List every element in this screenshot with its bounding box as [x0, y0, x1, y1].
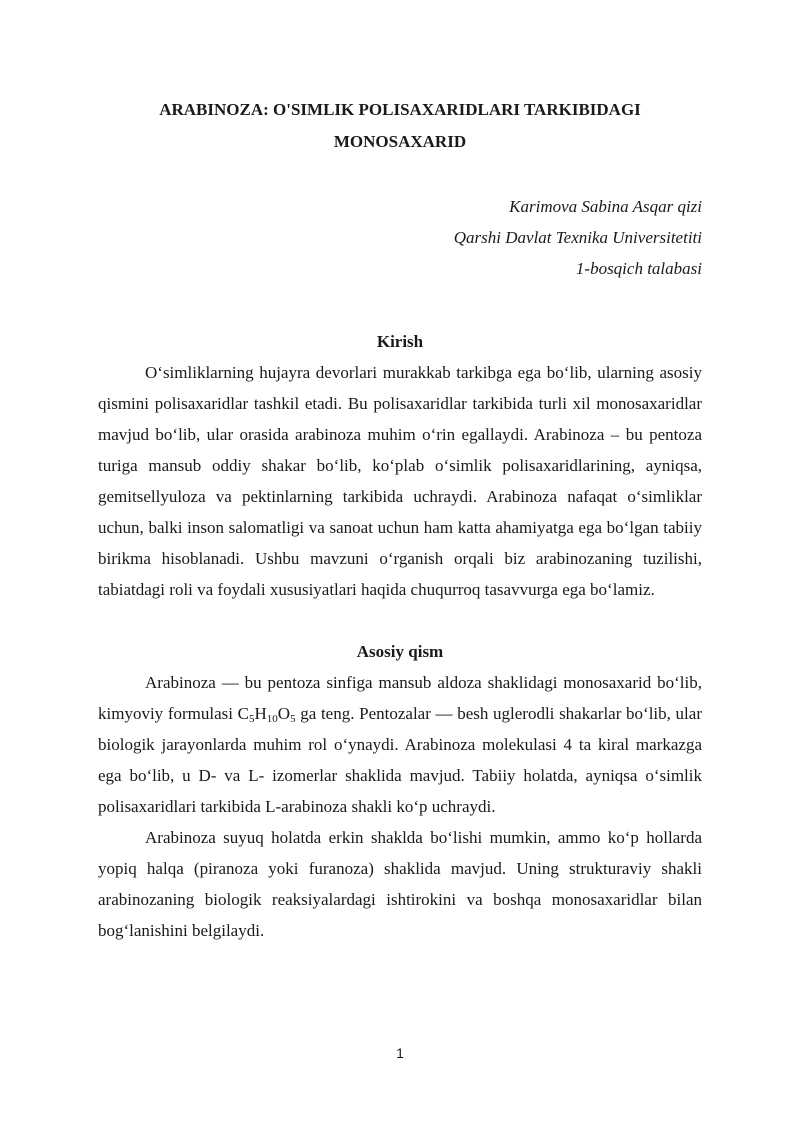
main-paragraph-1-end: ga teng. Pentozalar — besh uglerodli shakarlar bo‘lib, ular biologik jarayonlarda muhim rol o‘ynaydi. Arabinoza molekulasi 4 ta kiral markazga ega bo‘lib, u D- va L- izomerlar shaklida mavjud. Tabiiy holatda, ayniqsa o‘simlik polisaxaridlari tarkibida L-arabinoza shakli ko‘p uchraydi.	[98, 704, 702, 816]
main-paragraph-1-start: Arabinoza — bu pentoza sinfiga mansub aldoza shaklidagi monosaxarid bo‘lib, kimyoviy formulasi	[98, 673, 702, 723]
document-page	[98, 94, 702, 946]
chemical-formula: $C_5H_{10}O_5$	[237, 704, 296, 725]
author-name: Karimova Sabina Asqar qizi	[509, 197, 702, 216]
author-status: 1-bosqich talabasi	[575, 259, 702, 278]
page-number: 1	[396, 1045, 404, 1061]
main-paragraph-2: Arabinoza suyuq holatda erkin shaklda bo‘lishi mumkin, ammo ko‘p hollarda yopiq halqa (piranoza yoki furanoza) shaklida mavjud. Uning strukturaviy shakli arabinozaning biologik reaksiyalardagi ishtirokini va boshqa monosaxaridlar bilan bog‘lanishini belgilaydi.	[98, 828, 702, 940]
author-block	[98, 191, 702, 284]
section-heading-main: Asosiy qism	[356, 642, 444, 661]
document-title: ARABINOZA: O'SIMLIK POLISAXARIDLARI TARKIBIDAGI MONOSAXARID	[159, 100, 641, 151]
author-institution: Qarshi Davlat Texnika Universitetiti	[453, 228, 702, 247]
intro-paragraph: O‘simliklarning hujayra devorlari murakkab tarkibga ega bo‘lib, ularning asosiy qismini polisaxaridlar tashkil etadi. Bu polisaxaridlar tarkibida turli xil monosaxaridlar mavjud bo‘lib, ular orasida arabinoza muhim o‘rin egallaydi. Arabinoza – bu pentoza turiga mansub oddiy shakar bo‘lib, ko‘plab o‘simlik polisaxaridlarining, ayniqsa, gemitsellyuloza va pektinlarning tarkibida uchraydi. Arabinoza nafaqat o‘simliklar uchun, balki inson salomatligi va sanoat uchun ham katta ahamiyatga ega bo‘lgan tabiiy birikma hisoblanadi. Ushbu mavzuni o‘rganish orqali biz arabinozaning tuzilishi, tabiatdagi roli va foydali xususiyatlari haqida chuqurroq tasavvurga ega bo‘lamiz.	[98, 363, 702, 599]
main-paragraph-1	[98, 667, 702, 822]
section-heading-intro: Kirish	[376, 332, 424, 351]
